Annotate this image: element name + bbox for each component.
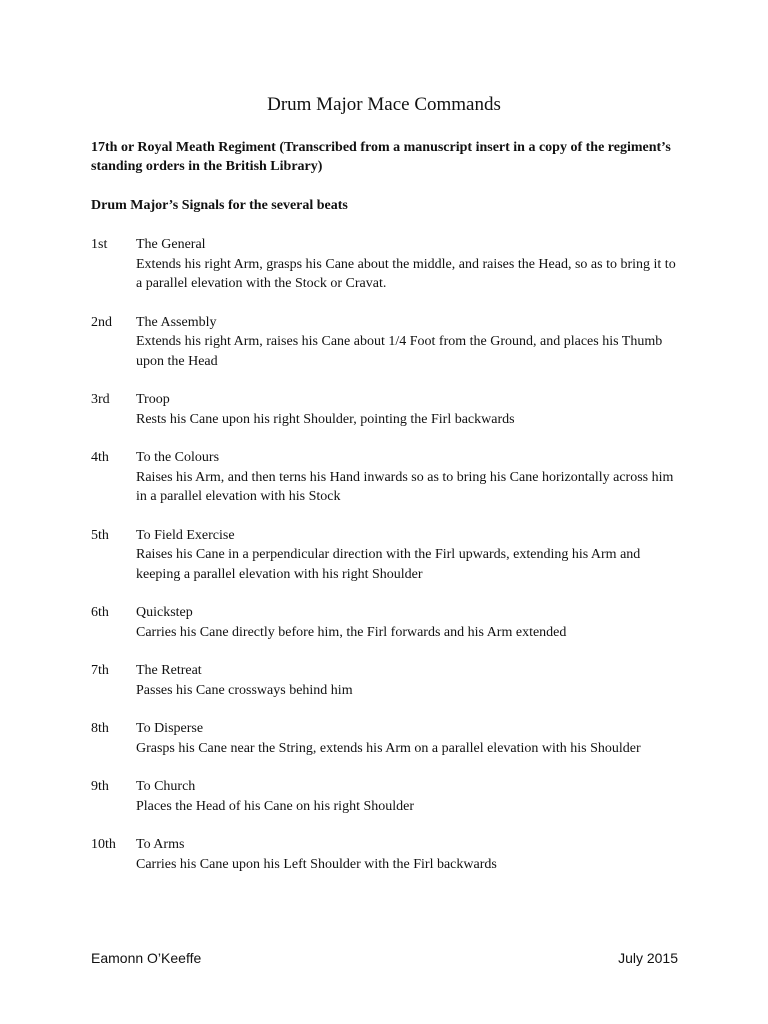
- entry-name: Quickstep: [136, 605, 193, 620]
- entry-description: Passes his Cane crossways behind him: [136, 682, 353, 698]
- entry-name: The Assembly: [136, 314, 217, 330]
- list-item: [91, 448, 691, 507]
- entry-body: [136, 390, 681, 429]
- entry-number: 5th: [91, 527, 109, 543]
- entry-number: 2nd: [91, 314, 112, 330]
- entry-description: Places the Head of his Cane on his right Shoulder: [136, 798, 415, 814]
- entry-body: [136, 835, 681, 874]
- entry-body: [136, 526, 681, 585]
- entry-name: To Church: [136, 779, 196, 794]
- signals-list: [91, 235, 691, 893]
- list-item: [91, 719, 691, 758]
- entry-description: Rests his Cane upon his right Shoulder, pointing the Firl backwards: [136, 411, 515, 427]
- list-item: [91, 603, 691, 642]
- list-item: [91, 835, 691, 874]
- list-item: [91, 390, 691, 429]
- entry-description: Carries his Cane upon his Left Shoulder with the Firl backwards: [136, 856, 497, 872]
- entry-description: Extends his right Arm, grasps his Cane about the middle, and raises the Head, so as to bring it to a parallel elevation with the Stock or Cravat.: [136, 256, 676, 291]
- entry-name: Troop: [136, 392, 170, 407]
- list-item: [91, 526, 691, 585]
- entry-body: [136, 448, 681, 507]
- section-heading: Drum Major’s Signals for the several beats: [91, 198, 348, 213]
- footer-date: July 2015: [618, 950, 678, 966]
- list-item: [91, 235, 691, 294]
- list-item: [91, 661, 691, 700]
- entry-description: Raises his Cane in a perpendicular direction with the Firl upwards, extending his Arm and keeping a parallel elevation with his right Shoulder: [136, 547, 641, 582]
- page-title: Drum Major Mace Commands: [267, 94, 501, 115]
- entry-body: [136, 777, 681, 816]
- entry-number: 1st: [91, 237, 108, 252]
- entry-name: To Arms: [136, 837, 185, 852]
- entry-number: 7th: [91, 663, 109, 678]
- entry-name: The Retreat: [136, 663, 202, 678]
- entry-name: To the Colours: [136, 450, 220, 465]
- entry-description: Extends his right Arm, raises his Cane about 1/4 Foot from the Ground, and places his Thumb upon the Head: [136, 334, 663, 369]
- list-item: [91, 777, 691, 816]
- document-subtitle: 17th or Royal Meath Regiment (Transcribed from a manuscript insert in a copy of the regiment’s standing orders in the British Library): [91, 140, 671, 174]
- entry-description: Carries his Cane directly before him, the Firl forwards and his Arm extended: [136, 624, 567, 640]
- list-item: [91, 313, 691, 372]
- entry-body: [136, 603, 681, 642]
- entry-description: Raises his Arm, and then terns his Hand inwards so as to bring his Cane horizontally across him in a parallel elevation with his Stock: [136, 469, 674, 504]
- entry-name: To Disperse: [136, 721, 204, 736]
- entry-number: 6th: [91, 605, 109, 620]
- footer-author: Eamonn O’Keeffe: [91, 950, 202, 966]
- entry-name: To Field Exercise: [136, 527, 235, 543]
- entry-number: 4th: [91, 450, 109, 465]
- entry-description: Grasps his Cane near the String, extends his Arm on a parallel elevation with his Shoulder: [136, 740, 641, 756]
- entry-number: 8th: [91, 721, 109, 736]
- entry-body: [136, 235, 681, 294]
- entry-name: The General: [136, 237, 206, 252]
- entry-number: 10th: [91, 837, 116, 852]
- entry-number: 9th: [91, 779, 109, 794]
- entry-body: [136, 313, 681, 372]
- entry-body: [136, 661, 681, 700]
- entry-body: [136, 719, 681, 758]
- entry-number: 3rd: [91, 392, 110, 407]
